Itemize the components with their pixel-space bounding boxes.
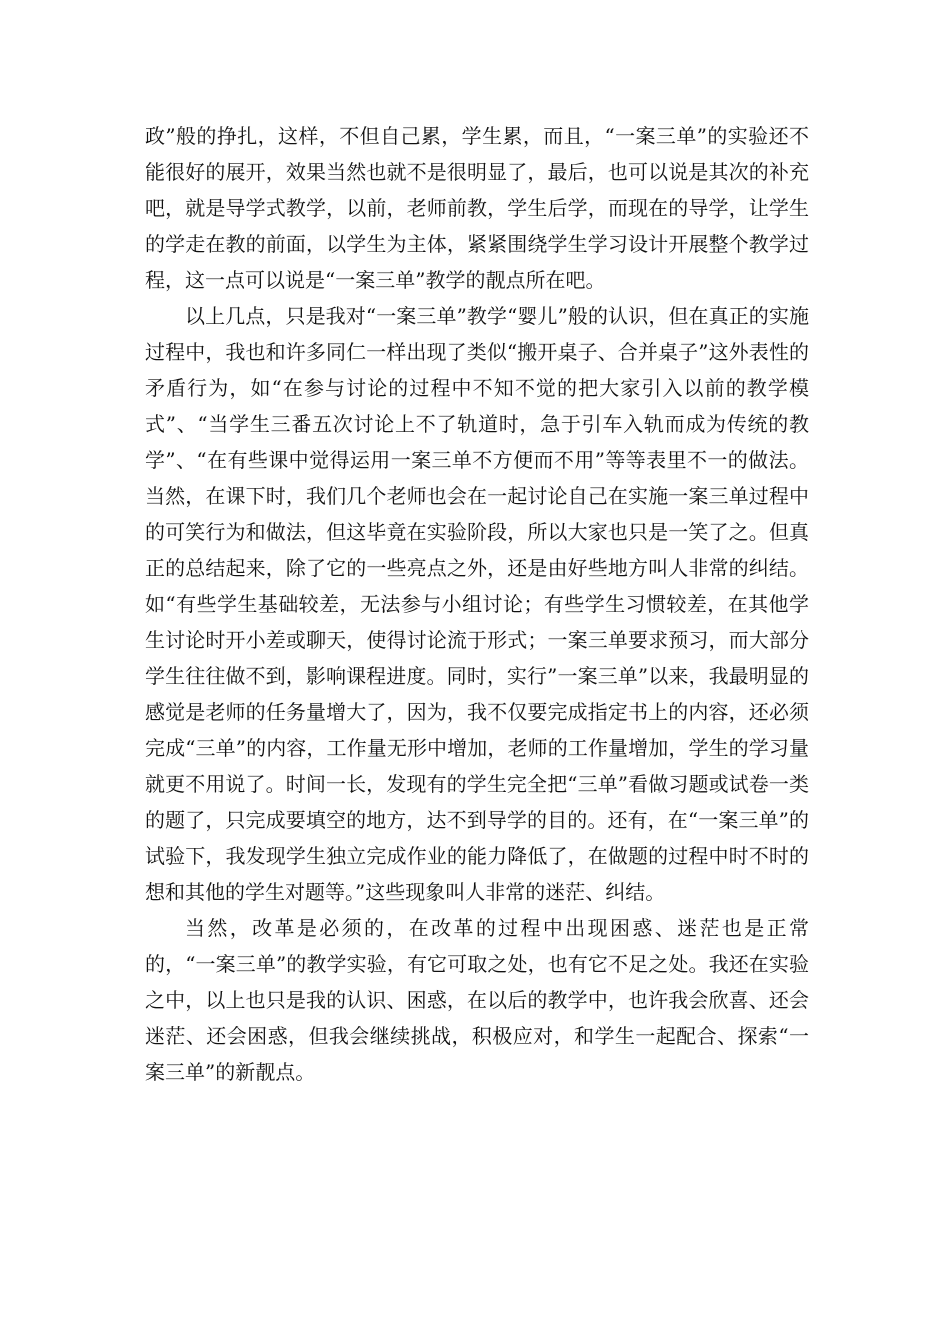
body-text: [145, 118, 809, 1090]
paragraph: 当然，改革是必须的，在改革的过程中出现困惑、迷茫也是正常的，“一案三单”的教学实验，有它可取之处，也有它不足之处。我还在实验之中，以上也只是我的认识、困惑，在以后的教学中，也许我会欣喜、还会迷茫、还会困惑，但我会继续挑战，积极应对，和学生一起配合、探索“一案三单”的新靓点。: [145, 916, 809, 1084]
paragraph: 以上几点，只是我对“一案三单”教学“婴儿”般的认识，但在真正的实施过程中，我也和许多同仁一样出现了类似“搬开桌子、合并桌子”这外表性的矛盾行为，如“在参与讨论的过程中不知不觉的把大家引入以前的教学模式”、“当学生三番五次讨论上不了轨道时，急于引车入轨而成为传统的教学”、“在有些课中觉得运用一案三单不方便而不用”等等表里不一的做法。当然，在课下时，我们几个老师也会在一起讨论自己在实施一案三单过程中的可笑行为和做法，但这毕竟在实验阶段，所以大家也只是一笑了之。但真正的总结起来，除了它的一些亮点之外，还是由好些地方叫人非常的纠结。如“有些学生基础较差，无法参与小组讨论；有些学生习惯较差，在其他学生讨论时开小差或聊天，使得讨论流于形式；一案三单要求预习，而大部分学生往往做不到，影响课程进度。同时，实行”一案三单”以来，我最明显的感觉是老师的任务量增大了，因为，我不仅要完成指定书上的内容，还必须完成“三单”的内容，工作量无形中增加，老师的工作量增加，学生的学习量就更不用说了。时间一长，发现有的学生完全把“三单”看做习题或试卷一类的题了，只完成要填空的地方，达不到导学的目的。还有，在“一案三单”的试验下，我发现学生独立完成作业的能力降低了，在做题的过程中时不时的想和其他的学生对题等。”这些现象叫人非常的迷茫、纠结。: [145, 304, 809, 904]
paragraph-continued: 政”般的挣扎，这样，不但自己累，学生累，而且，“一案三单”的实验还不能很好的展开，效果当然也就不是很明显了，最后，也可以说是其次的补充吧，就是导学式教学，以前，老师前教，学生后学，而现在的导学，让学生的学走在教的前面，以学生为主体，紧紧围绕学生学习设计开展整个教学过程，这一点可以说是“一案三单”教学的靓点所在吧。: [145, 124, 809, 292]
